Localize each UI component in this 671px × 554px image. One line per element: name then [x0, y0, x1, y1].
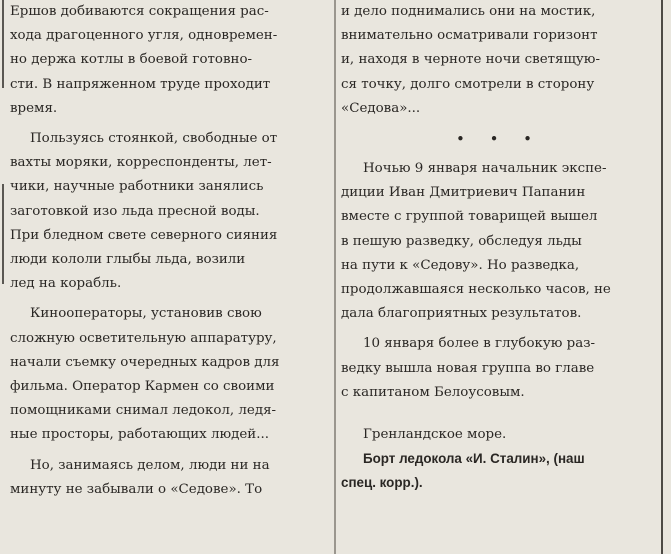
- paragraph-line: Ночью 9 января начальник экспе-: [363, 161, 607, 177]
- paragraph-line: время.: [10, 100, 58, 116]
- paragraph-line: диции Иван Дмитриевич Папанин: [341, 185, 586, 201]
- left-column: [10, 0, 332, 502]
- paragraph-line: и, находя в чернoте ночи светящую-: [341, 52, 600, 68]
- section-separator: • • •: [455, 130, 543, 149]
- paragraph-line: с капитаном Белоусовым.: [341, 384, 525, 400]
- paragraph-line: помощниками снимал ледокол, ледя-: [10, 403, 277, 419]
- paragraph-line: ные просторы, работающих людей...: [10, 427, 269, 443]
- paragraph-line: «Седова»...: [341, 100, 421, 116]
- paragraph-line: фильма. Оператор Кармен со своими: [10, 379, 275, 395]
- column-rule-right: [661, 0, 663, 554]
- paragraph-line: хода драгоценного угля, одновремен-: [10, 28, 278, 44]
- paragraph-line: При бледном свете северного сияния: [10, 227, 278, 243]
- paragraph-line: и дело поднимались они на мостик,: [341, 4, 596, 19]
- paragraph-line: на пути к «Седову». Но разведка,: [341, 257, 580, 273]
- paragraph-line: Пользуясь стоянкой, свободные от: [30, 131, 278, 147]
- paragraph-line: сложную осветительную аппаратуру,: [10, 330, 277, 346]
- paragraph-line: вместе с группой товарищей вышел: [341, 209, 598, 225]
- paragraph-line: ведку вышла новая группа во главе: [341, 360, 595, 376]
- paragraph-line: сти. В напряженном труде проходит: [10, 76, 271, 92]
- paragraph-line: Кинооператоры, установив свою: [30, 306, 262, 322]
- paragraph-line: чики, научные работники занялись: [10, 179, 264, 195]
- paragraph-line: в пешую разведку, обследуя льды: [341, 233, 582, 249]
- paragraph-line: люди кололи глыбы льда, возили: [10, 252, 246, 268]
- column-divider: [334, 0, 336, 554]
- paragraph-line: 10 января более в глубокую раз-: [363, 336, 596, 352]
- signature-line: Борт ледокола «И. Сталин», (наш: [363, 451, 585, 467]
- paragraph-line: Ершов добиваются сокращения рас-: [10, 4, 269, 19]
- paragraph-line: продолжавшаяся несколько часов, не: [341, 282, 611, 298]
- paragraph-line: вахты моряки, корреспонденты, лет-: [10, 155, 272, 171]
- paragraph-line: лед на корабль.: [10, 276, 122, 292]
- paragraph-line: Но, занимаясь делом, люди ни на: [30, 457, 270, 473]
- signature-line: спец. корр.).: [341, 475, 423, 491]
- column-rule-left: [2, 0, 4, 88]
- paragraph-line: заготовкой изо льда пресной воды.: [10, 203, 260, 219]
- paragraph-line: ся точку, долго смотрели в сторону: [341, 76, 595, 92]
- dateline-place: Гренландское море.: [363, 427, 507, 443]
- column-rule-left-lower: [2, 184, 4, 284]
- paragraph-line: но держа котлы в боевой готовно-: [10, 52, 253, 68]
- paragraph-line: минуту не забывали о «Седове». То: [10, 481, 263, 497]
- right-column: [341, 0, 657, 496]
- paragraph-line: внимательно осматривали горизонт: [341, 28, 598, 44]
- paragraph-line: начали съемку очередных кадров для: [10, 354, 280, 370]
- paragraph-line: дала благоприятных результатов.: [341, 306, 582, 322]
